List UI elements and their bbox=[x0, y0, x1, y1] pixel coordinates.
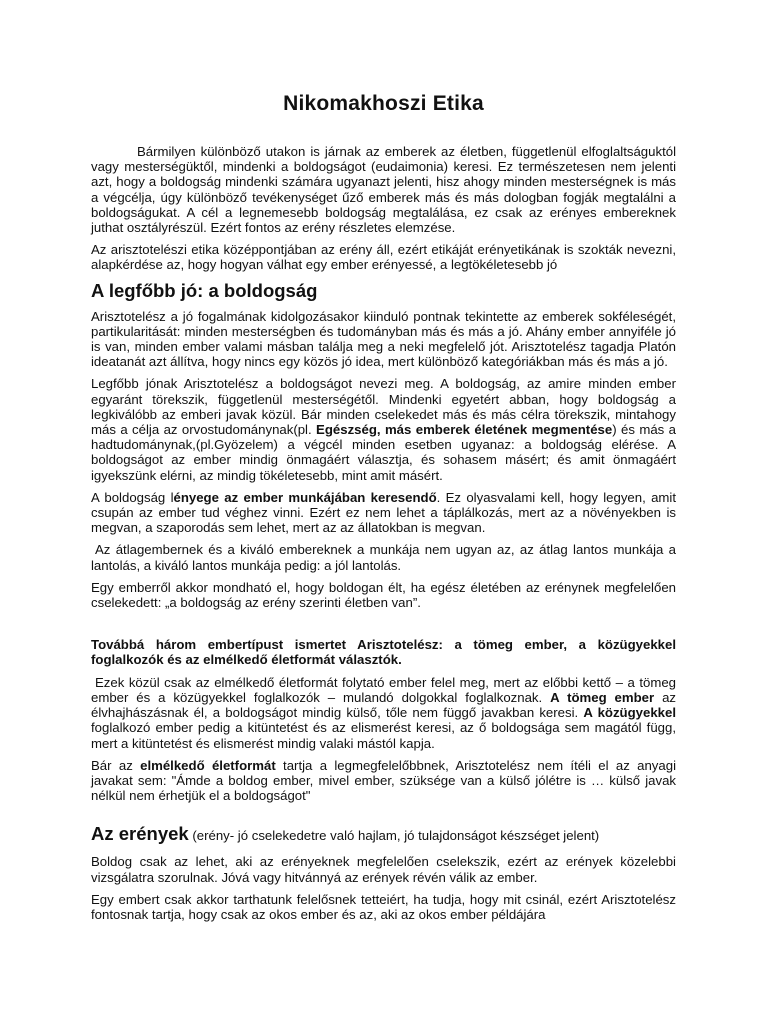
text-run: A boldogság l bbox=[91, 489, 174, 505]
paragraph-material-goods bbox=[91, 758, 676, 804]
text-run: tartja a legmegfelelőbbnek, Arisztotelész nem ítéli el az anyagi javakat sem: "Ámde a boldog ember, mivel ember, szüksége van a külső jólétre is … külső javak nélkül nem érhetjük el a boldogságot" bbox=[91, 757, 676, 804]
heading-virtues bbox=[91, 823, 676, 847]
text-run: az élvhajhászásnak él, a boldogságot mindig külső, tőle nem függő javakban keresi. bbox=[91, 689, 676, 721]
text-run: foglalkozó ember pedig a kitüntetést és az elismerést keresi, az ő boldogsága sem magától függ, mert a kitüntetést és elismerést mindig valaki mástól kapja. bbox=[91, 720, 676, 751]
paragraph-virtue-ethics: Az arisztotelészi etika középpontjában az erény áll, ezért etikáját erényetikának is szokták nevezni, alapkérdése az, hogy hogyan válhat egy ember erényessé, a legtökéletesebb jó bbox=[91, 242, 676, 273]
paragraph-contemplative-life bbox=[91, 675, 676, 751]
bold-run: Egészség, más emberek életének megmentése bbox=[316, 422, 613, 438]
text-run: ) és más a hadtudománynak,(pl.Gyözelem) a végcél minden esetben ugyanaz: a boldogság elérése. A boldogságot az ember mindig önmagáért választja, és sohasem másért; és amit önmagáért igyekszünk elérni, az mindig tökéletesebb, mint amit másért. bbox=[91, 422, 676, 483]
document-title: Nikomakhoszi Etika bbox=[283, 92, 484, 115]
document-page bbox=[91, 92, 676, 929]
bold-run: elmélkedő életformát bbox=[140, 757, 276, 773]
heading-virtues-title: Az erények bbox=[91, 823, 189, 845]
heading-virtues-note: (erény- jó cselekedetre való hajlam, jó tulajdonságot készséget jelent) bbox=[188, 828, 600, 844]
text-run: Ezek közül csak az elmélkedő életformát folytató ember felel meg, mert az előbbi kettő – a tömeg ember és a közügyekkel foglalkozók – mulandó dolgokkal foglalkoznak. bbox=[91, 674, 676, 705]
bold-run: A tömeg ember bbox=[550, 689, 655, 705]
heading-highest-good: A legfőbb jó: a boldogság bbox=[91, 279, 318, 301]
bold-run: A közügyekkel bbox=[583, 705, 676, 721]
spacer bbox=[91, 617, 676, 637]
paragraph-three-types bbox=[91, 637, 676, 667]
paragraph-responsibility: Egy embert csak akkor tarthatunk felelősnek tetteiért, ha tudja, hogy mit csinál, ezért Arisztotelész fontosnak tartja, hogy csak az okos ember és az, aki az okos ember példájára bbox=[91, 891, 676, 922]
paragraph-plurality-of-good: Arisztotelész a jó fogalmának kidolgozásakor kiinduló pontnak tekintette az emberek sokféleségét, partikularitását: minden mesterségben és tudományban más és más a jó. Ahány ember annyiféle jó is van, minden ember valami másban találja meg a neki megfelelő jót. Arisztotelész tagadja Platón ideatanát azt állítva, hogy nincs egy közös jó idea, mert különböző kategóriákban más és más a jó. bbox=[91, 308, 676, 370]
paragraph-intro: Bármilyen különböző utakon is járnak az emberek az életben, függetlenül elfoglaltságuktól vagy mesterségüktől, mindenki a boldogságot (eudaimonia) keresi. Ez természetesen nem jelenti azt, hogy a boldogság mindenki számára ugyanazt jelenti, hisz ahogy minden mesterségnek is más a végcélja, úgy különböző tevékenységet űző emberek más és más dologban fogják megtalálni a boldogságukat. A cél a legnemesebb boldogság megtalálása, ez csak az erényes embereknek juthat osztályrészül. Ezért fontos az erény részletes elemzése. bbox=[91, 144, 676, 236]
bold-run: ényege az ember munkájában keresendő bbox=[173, 489, 437, 505]
text-run: Legfőbb jónak Arisztotelész a boldogságot nevezi meg. A boldogság, az amire minden ember egyaránt törekszik, függetlenül mesterségétől. Mindenki egyetért abban, hogy boldogság a legkiválóbb az emberi javak közül. Bár minden cselekedet más és más célra törekszik, mintahogy más a célja az orvostudománynak(pl. bbox=[91, 376, 676, 438]
paragraph-virtue-action: Boldog csak az lehet, aki az erényeknek megfelelően cselekszik, ezért az erények közelebbi vizsgálatra szorulnak. Jóvá vagy hitvánnyá az erények révén válik az ember. bbox=[91, 854, 676, 885]
bold-run: Továbbá három embertípust ismertet Arisztotelész: a tömeg ember, a közügyekkel foglalkozók és az elmélkedő életformát választók. bbox=[91, 637, 676, 668]
text-run: Bár az bbox=[91, 757, 141, 773]
paragraph-essence-of-work bbox=[91, 490, 676, 536]
text-run: . Ez olyasvalami kell, hogy legyen, amit csupán az ember tud véghez vinni. Ezért ez nem lehet a táplálkozás, mert az a növényekben is megvan, a szaporodás sem lehet, mert az az állatokban is megvan. bbox=[91, 489, 676, 536]
paragraph-lute-player: Az átlagembernek és a kiváló embereknek a munkája nem ugyan az, az átlag lantos munkája a lantolás, a kiváló lantos munkája pedig: a jól lantolás. bbox=[91, 542, 676, 573]
paragraph-happiness-highest bbox=[91, 376, 676, 482]
paragraph-happy-life: Egy emberről akkor mondható el, hogy boldogan élt, ha egész életében az erénynek megfelelően cselekedett: „a boldogság az erény szerinti életben van”. bbox=[91, 579, 676, 611]
